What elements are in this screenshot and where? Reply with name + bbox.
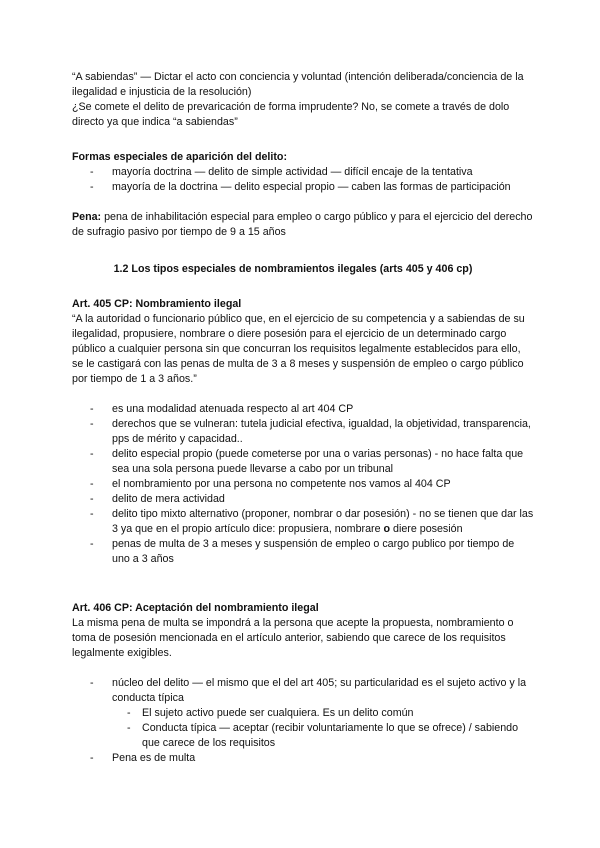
list-item: - el nombramiento por una persona no competente nos vamos al 404 CP [90, 478, 451, 490]
sub-list-item: - El sujeto activo puede ser cualquiera. Es un delito común [72, 706, 534, 721]
sub-list-item: - Conducta típica — aceptar (recibir voluntariamente lo que se ofrece) / sabiendo que carece de los requisitos [72, 721, 534, 751]
list-item: - núcleo del delito — el mismo que el del art 405; su particularidad es el sujeto activo y la conducta típica [90, 677, 527, 704]
art406-heading: Art. 406 CP: Aceptación del nombramiento ilegal [72, 602, 319, 614]
art405-list [72, 402, 534, 567]
art406-text: La misma pena de multa se impondrá a la persona que acepte la propuesta, nombramiento o toma de posesión mencionada en el artículo anterior, sabiendo que carece de los requisitos legalmente exigibles. [72, 617, 514, 659]
art406-sublist [72, 706, 534, 751]
list-item: - Pena es de multa [90, 752, 196, 764]
art405-heading: Art. 405 CP: Nombramiento ilegal [72, 298, 242, 310]
document-body [72, 70, 534, 766]
intro-question: ¿Se comete el delito de prevaricación de forma imprudente? No, se comete a través de dolo directo ya que indica “a sabiendas” [72, 101, 510, 128]
list-item: - es una modalidad atenuada respecto al art 404 CP [90, 403, 354, 415]
list-item: - mayoría doctrina — delito de simple actividad — difícil encaje de la tentativa [90, 166, 473, 178]
intro-a-sabiendas: “A sabiendas” — Dictar el acto con conciencia y voluntad (intención deliberada/conciencia de la ilegalidad e injusticia de la resolución) [72, 71, 524, 98]
section-title: 1.2 Los tipos especiales de nombramientos ilegales (arts 405 y 406 cp) [113, 263, 473, 275]
list-item: - delito tipo mixto alternativo (proponer, nombrar o dar posesión) - no se tienen que dar las 3 ya que en el propio artículo dice: propusiera, nombrare o diere posesión [90, 508, 534, 535]
list-item: - penas de multa de 3 a meses y suspensión de empleo o cargo publico por tiempo de uno a 3 años [90, 538, 515, 565]
pena-paragraph: Pena: pena de inhabilitación especial para empleo o cargo público y para el ejercicio del derecho de sufragio pasivo por tiempo de 9 a 15 años [72, 211, 533, 238]
list-item: - derechos que se vulneran: tutela judicial efectiva, igualdad, la objetividad, transparencia, pps de mérito y capacidad.. [90, 418, 531, 445]
formas-list [72, 165, 534, 195]
formas-heading: Formas especiales de aparición del delito: [72, 151, 288, 163]
list-item: - delito de mera actividad [90, 493, 225, 505]
list-item: - mayoría de la doctrina — delito especial propio — caben las formas de participación [90, 181, 511, 193]
art405-quote: “A la autoridad o funcionario público que, en el ejercicio de su competencia y a sabiendas de su ilegalidad, propusiere, nombrare o diere posesión para el ejercicio de un determinado cargo público a cualquier persona sin que concurran los requisitos legalmente establecidos para ello, se le castigará con las penas de multa de 3 a 8 meses y suspensión de empleo o cargo público por tiempo de 1 a 3 años.” [72, 313, 525, 385]
list-item: - delito especial propio (puede cometerse por una o varias personas) - no hace falta que sea una sola persona puede llevarse a cabo por un tribunal [90, 448, 524, 475]
art406-list [72, 676, 534, 766]
